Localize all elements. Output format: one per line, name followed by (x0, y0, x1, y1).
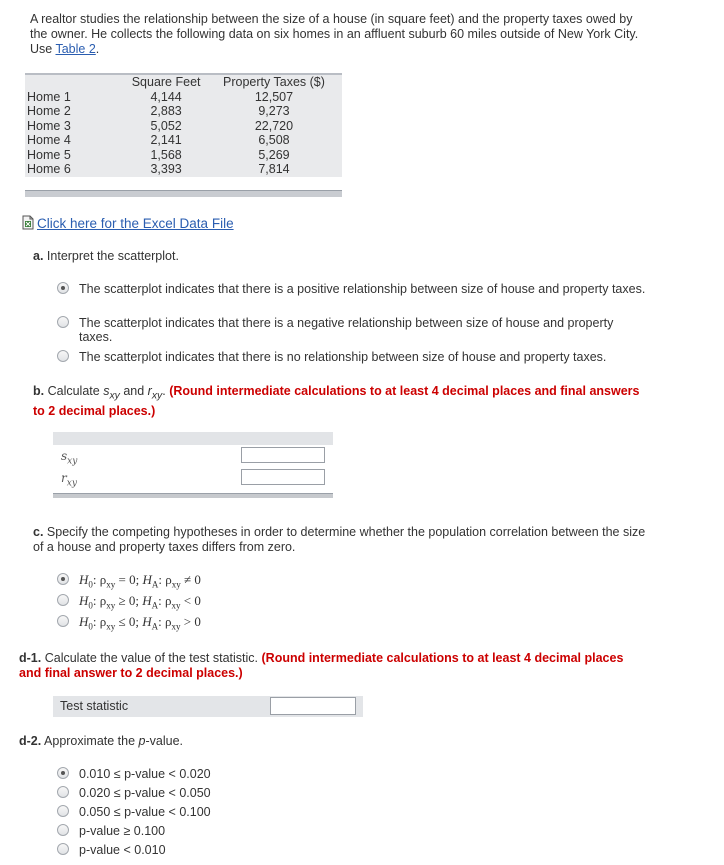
qc-option-1-radio[interactable] (57, 573, 69, 585)
qb-text-dot: . (162, 384, 170, 398)
qc-option-2-radio[interactable] (57, 594, 69, 606)
question-b-label: b. (33, 384, 45, 398)
hypothesis-part: xy (106, 600, 116, 611)
qb-sym-r-sub: xy (151, 390, 163, 402)
qd2-option-2[interactable] (57, 786, 647, 800)
row-sqft-value: 4,144 (150, 89, 182, 104)
problem-intro (30, 12, 645, 57)
hypothesis-part: H (79, 593, 89, 608)
qa-option-1-text: The scatterplot indicates that there is a positive relationship between size of house and property taxes. (79, 282, 646, 296)
table-row (25, 119, 342, 134)
qc-option-2[interactable] (57, 594, 647, 613)
question-a-label: a. (33, 249, 44, 263)
row-home-label: Home 4 (27, 133, 71, 147)
hypothesis-part: = 0; (115, 572, 143, 587)
hypothesis-part: ≠ 0 (180, 572, 201, 587)
table-row (25, 162, 342, 177)
qc-option-3[interactable] (57, 615, 647, 634)
qb-sym-r: r (147, 384, 152, 398)
row-tax-value: 5,269 (258, 147, 290, 162)
question-d1-text: Calculate the value of the test statistic. (44, 651, 262, 665)
hypothesis-part: 0 (88, 579, 93, 590)
qd2-option-4-radio[interactable] (57, 824, 69, 836)
hypothesis-part: A (151, 621, 159, 632)
qb-answer-header (53, 432, 333, 445)
qd2-option-5-radio[interactable] (57, 843, 69, 855)
qd2-option-3[interactable] (57, 805, 647, 819)
hypothesis-part: xy (171, 621, 181, 632)
hypothesis-part: xy (106, 621, 116, 632)
qb-text-and: and (119, 384, 148, 398)
qc-option-1-text (79, 573, 647, 592)
table-2-link[interactable]: Table 2 (55, 42, 96, 56)
row-home-label: Home 3 (27, 118, 71, 133)
row-tax-value: 7,814 (258, 162, 290, 176)
qb-sym-s: s (103, 384, 110, 398)
test-statistic-row (53, 696, 363, 717)
excel-data-file-link[interactable]: Click here for the Excel Data File (37, 216, 234, 231)
rxy-input[interactable] (241, 469, 325, 485)
hypothesis-part: ≤ 0; (115, 614, 143, 629)
hypothesis-part: : ρ (92, 572, 107, 587)
qa-option-2[interactable] (57, 316, 647, 344)
hypothesis-part: : ρ (158, 614, 172, 629)
qa-option-1-radio[interactable] (57, 282, 69, 294)
row-tax-value: 12,507 (254, 89, 294, 104)
hypothesis-part: 0 (88, 621, 93, 632)
question-d2-label: d-2. (19, 734, 42, 748)
excel-file-icon (21, 215, 35, 230)
hypothesis-part: xy (171, 600, 181, 611)
hypothesis-part: A (151, 579, 159, 590)
table-row (25, 133, 342, 148)
hypothesis-part: ≥ 0; (115, 593, 143, 608)
qd1-instruction: (Round intermediate calculations to at least 4 decimal places and final answer to 2 decimal places.) (19, 651, 624, 680)
qa-option-3[interactable] (57, 350, 647, 364)
table-row (25, 104, 342, 119)
row-sqft-value: 3,393 (150, 162, 182, 176)
qd2-option-2-text: 0.020 ≤ p-value < 0.050 (79, 786, 211, 800)
qa-option-2-radio[interactable] (57, 316, 69, 328)
qd2-option-2-radio[interactable] (57, 786, 69, 798)
qb-row-rxy-sub: xy (66, 478, 77, 489)
qb-sym-s-sub: xy (109, 390, 120, 402)
question-b-text: Calculate (47, 384, 104, 398)
hypothesis-part: H (142, 614, 152, 629)
row-home-label: Home 6 (27, 162, 71, 176)
qd2-option-4[interactable] (57, 824, 647, 838)
qb-row-sxy-sym: s (61, 449, 68, 463)
hypothesis-part: : ρ (158, 572, 172, 587)
qc-option-3-radio[interactable] (57, 615, 69, 627)
hypothesis-part: : ρ (92, 614, 107, 629)
question-d2-p: p (138, 734, 146, 748)
hypothesis-part: xy (171, 579, 181, 590)
row-tax-value: 6,508 (258, 133, 290, 147)
qd2-option-1-text: 0.010 ≤ p-value < 0.020 (79, 767, 211, 781)
hypothesis-part: > 0 (180, 614, 201, 629)
question-b (33, 384, 648, 419)
row-sqft-value: 1,568 (150, 147, 182, 162)
qc-option-2-text (79, 594, 647, 613)
qa-option-1[interactable] (57, 282, 647, 296)
excel-link-row[interactable] (21, 215, 234, 231)
row-sqft-value: 5,052 (150, 118, 182, 133)
hypothesis-part: H (142, 572, 152, 587)
hypothesis-part: H (142, 593, 152, 608)
qb-instruction: (Round intermediate calculations to at least 4 decimal places and final answers to 2 decimal places.) (33, 384, 640, 418)
hypothesis-part: A (151, 600, 159, 611)
hypothesis-part: : ρ (92, 593, 107, 608)
sxy-input[interactable] (241, 447, 325, 463)
row-home-label: Home 2 (27, 104, 71, 118)
question-d2-text: Approximate the (44, 734, 139, 748)
row-sqft-value: 2,883 (150, 104, 182, 118)
table-header-blank (25, 75, 126, 90)
qd2-option-1-radio[interactable] (57, 767, 69, 779)
question-c-label: c. (33, 525, 44, 539)
hypothesis-part: H (79, 614, 89, 629)
question-a-text: Interpret the scatterplot. (46, 249, 179, 263)
question-d2-text-end: -value. (145, 734, 184, 748)
table-header-taxes: Property Taxes ($) (206, 75, 342, 90)
hypothesis-part: < 0 (180, 593, 201, 608)
question-d1 (19, 651, 649, 681)
table-bottom-rule (25, 190, 342, 197)
row-home-label: Home 5 (27, 147, 71, 162)
hypothesis-part: : ρ (158, 593, 172, 608)
qb-answer-table (53, 432, 333, 498)
qd2-option-1[interactable] (57, 767, 647, 781)
question-c-text: Specify the competing hypotheses in order to determine whether the population correlation between the size of a house and property taxes differs from zero. (33, 525, 646, 554)
qc-option-1[interactable] (57, 573, 647, 592)
hypothesis-part: H (79, 572, 89, 587)
intro-text: A realtor studies the relationship between the size of a house (in square feet) and the property taxes owed by the owner. He collects the following data on six homes in an affluent suburb 60 miles outside of New York City. Use (30, 12, 639, 56)
qa-option-2-text: The scatterplot indicates that there is a negative relationship between size of house and property taxes. (79, 316, 614, 344)
qd2-option-3-text: 0.050 ≤ p-value < 0.100 (79, 805, 211, 819)
intro-end: . (95, 42, 100, 56)
table-header-sqft: Square Feet (126, 75, 206, 90)
qb-row-rxy-sym: r (61, 471, 67, 485)
test-statistic-input[interactable] (270, 697, 356, 715)
question-a (33, 249, 648, 264)
hypothesis-part: 0 (88, 600, 93, 611)
hypothesis-part: xy (106, 579, 116, 590)
question-d2 (19, 734, 649, 748)
qb-row-rxy (53, 467, 333, 489)
qa-option-3-text: The scatterplot indicates that there is no relationship between size of house and property taxes. (79, 350, 607, 364)
row-sqft-value: 2,141 (150, 133, 182, 147)
qb-row-sxy-sub: xy (67, 456, 78, 467)
qd2-option-4-text: p-value ≥ 0.100 (79, 824, 166, 838)
row-home-label: Home 1 (27, 89, 71, 104)
question-d1-label: d-1. (19, 651, 42, 665)
qb-row-rxy-label (61, 471, 77, 488)
qd2-option-5[interactable] (57, 843, 647, 857)
test-statistic-label: Test statistic (60, 699, 129, 713)
table-row (25, 90, 342, 105)
qa-option-3-radio[interactable] (57, 350, 69, 362)
data-table (25, 73, 342, 197)
qd2-option-3-radio[interactable] (57, 805, 69, 817)
qb-row-sxy-label (61, 449, 77, 466)
row-tax-value: 22,720 (254, 118, 294, 133)
qb-row-sxy (53, 445, 333, 467)
qd2-option-5-text: p-value < 0.010 (79, 843, 166, 857)
table-row (25, 148, 342, 163)
row-tax-value: 9,273 (258, 104, 290, 118)
qc-option-3-text (79, 615, 647, 634)
qb-answer-footer (53, 493, 333, 498)
question-c (33, 525, 648, 555)
